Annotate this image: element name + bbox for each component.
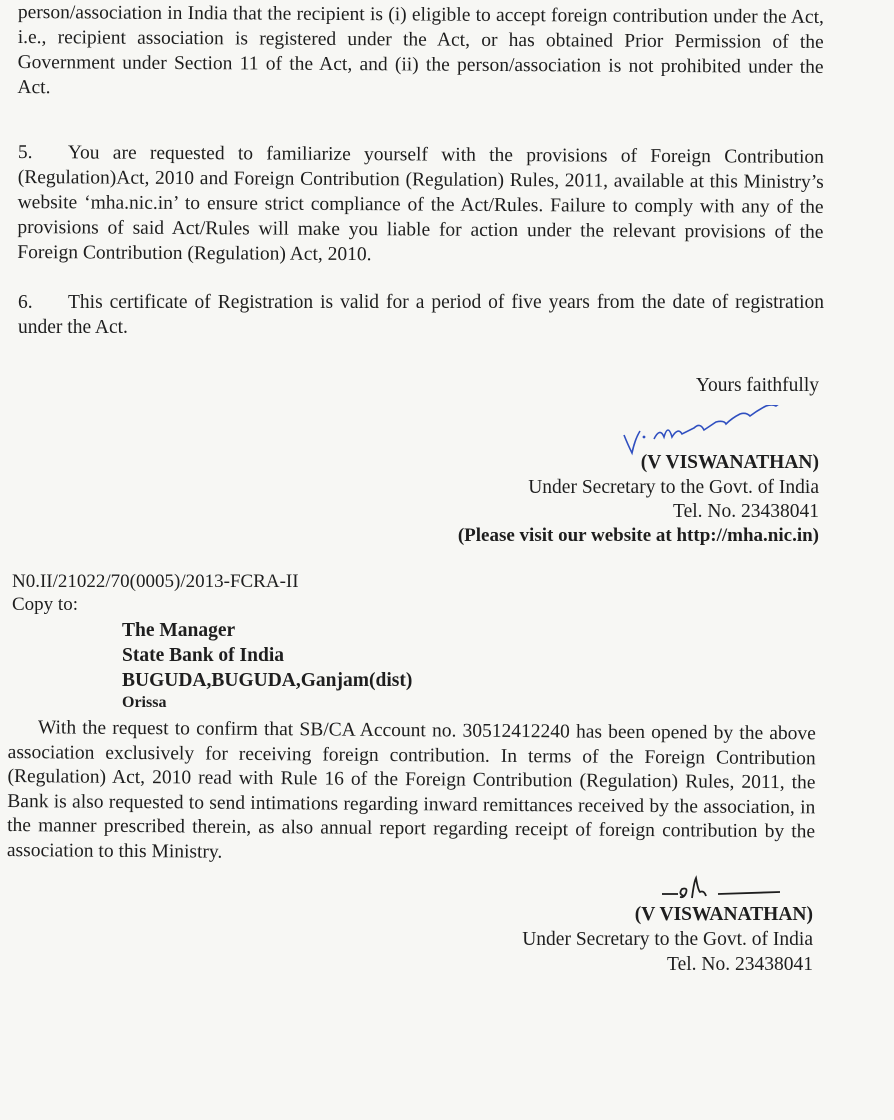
paragraph-6-number: 6. bbox=[18, 292, 33, 313]
paragraph-bank-request: With the request to confirm that SB/CA Account no. 30512412240 has been opened by the above association exclusively for receiving foreign contribution. In terms of the Foreign Contribution (Regulation) Act, 2010 read with Rule 16 of the Foreign Contribution (Regulation) Rules, 2011, the Bank is also requested to send intimations regarding inward remittances received by the association, in the manner prescribed therein, as also annual report regarding receipt of foreign contribution by the association to this Ministry. bbox=[6, 717, 816, 863]
copy-to-label: Copy to: bbox=[12, 594, 78, 615]
signatory-1-name: (V VISWANATHAN) bbox=[640, 452, 819, 473]
reference-number: N0.II/21022/70(0005)/2013-FCRA-II bbox=[12, 571, 299, 592]
paragraph-5 bbox=[17, 140, 824, 270]
closing-salutation: Yours faithfully bbox=[695, 375, 819, 396]
signatory-1-tel: Tel. No. 23438041 bbox=[673, 501, 819, 522]
paragraph-eligibility: person/association in India that the recipient is (i) eligible to accept foreign contribution under the Act, i.e., recipient association is registered under the Act, or has obtained Prior Permission of the Government under Section 11 of the Act, and (ii) the person/association is not prohibited under the Act. bbox=[17, 1, 824, 99]
signatory-2-designation: Under Secretary to the Govt. of India bbox=[522, 929, 813, 950]
signatory-2-tel: Tel. No. 23438041 bbox=[667, 954, 813, 975]
paragraph-5-text: You are requested to familiarize yourself with the provisions of Foreign Contribution (Regulation)Act, 2010 and Foreign Contribution (Regulation) Rules, 2011, available at this Ministry’s website ‘mha.nic.in’ to ensure strict compliance of the Act/Rules. Failure to comply with any of the provisions of said Act/Rules will make you liable for action under the relevant provisions of the Foreign Contribution (Regulation) Act, 2010. bbox=[17, 142, 824, 266]
addressee-bank: State Bank of India bbox=[122, 645, 284, 666]
addressee-block bbox=[122, 618, 412, 713]
website-note: (Please visit our website at http://mha.nic.in) bbox=[457, 525, 819, 546]
paragraph-5-number: 5. bbox=[17, 141, 33, 164]
paragraph-6-text: This certificate of Registration is valid for a period of five years from the date of registration under the Act. bbox=[18, 292, 824, 338]
signatory-2-name: (V VISWANATHAN) bbox=[634, 904, 813, 925]
addressee-title: The Manager bbox=[122, 620, 236, 641]
addressee-location: BUGUDA,BUGUDA,Ganjam(dist) bbox=[122, 670, 413, 691]
signatory-1-designation: Under Secretary to the Govt. of India bbox=[528, 477, 819, 498]
reference-block bbox=[12, 570, 299, 616]
addressee-state: Orissa bbox=[122, 694, 167, 711]
paragraph-6 bbox=[18, 290, 824, 340]
